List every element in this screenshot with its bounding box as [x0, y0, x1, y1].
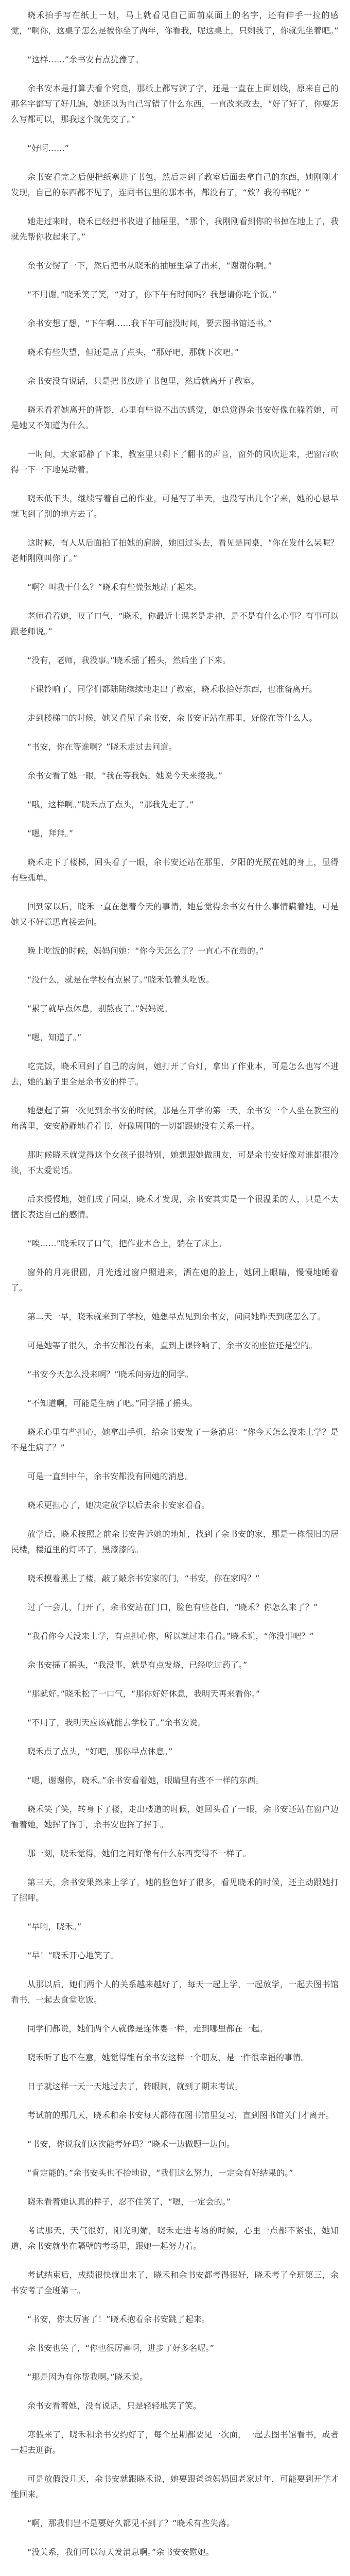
paragraph: “嗯，拜拜。”: [27, 828, 74, 838]
paragraph: 晓禾有些失望，但还是点了点头，“那好吧，那就下次吧。”: [27, 347, 239, 357]
paragraph: 晓禾走下了楼梯，回头看了一眼，余书安还站在那里，夕阳的光照在她的身上，显得有些孤单。: [11, 857, 339, 883]
paragraph: 晓禾心里有些担心，她拿出手机，给余书安发了一条消息：“你今天怎么没来上学？是不是生病了？”: [11, 1427, 339, 1452]
paragraph: 后来慢慢地，她们成了同桌，晓禾才发现，余书安其实是一个很温柔的人，只是不太擅长表达自己的感情。: [11, 1194, 339, 1219]
paragraph: “嗯，知道了。”: [27, 1032, 82, 1042]
paragraph: “没有，老师，我没事。”晓禾摇了摇头，然后坐了下来。: [27, 655, 231, 665]
paragraph: 第二天一早，晓禾就来到了学校，她想早点见到余书安，问问她昨天到底怎么了。: [27, 1312, 326, 1321]
paragraph: 她走过来时，晓禾已经把书收进了抽屉里，“那个，我刚刚看到你的书掉在地上了，我就先帮你收起来了。”: [11, 216, 339, 242]
paragraph: 日子就这样一天一天地过去了，转眼间，就到了期末考试。: [27, 2081, 243, 2091]
paragraph: 放学后，晓禾按照之前余书安告诉她的地址，找到了余书安的家，那是一栋很旧的居民楼，楼道里的灯坏了，黑漆漆的。: [11, 1529, 339, 1554]
paragraph: “嗯，谢谢你，晓禾。”余书安看着她，眼睛里有些不一样的东西。: [27, 1775, 264, 1785]
paragraph: “书安，你在等谁啊？”晓禾走过去问道。: [27, 742, 177, 752]
paragraph: “唉……”晓禾叹了口气，把作业本合上，躺在了床上。: [27, 1239, 227, 1248]
paragraph: 窗外的月亮很圆，月光透过窗户照进来，洒在她的脸上，她闭上眼睛，慢慢地睡着了。: [11, 1267, 339, 1293]
paragraph: 吃完饭，晓禾回到了自己的房间，她打开了台灯，拿出了作业本，可是怎么也写不进去，她的脑子里全是余书安的样子。: [11, 1061, 339, 1087]
paragraph: [11, 2573, 339, 2576]
paragraph: “这样……”余书安有点犹豫了。: [27, 55, 144, 64]
paragraph: 走到楼梯口的时候，她又看见了余书安，余书安正站在那里，好像在等什么人。: [27, 713, 318, 723]
paragraph: “好啊……”: [27, 143, 69, 153]
paragraph: 余书安也笑了，“你也很厉害啊，进步了好多名呢。”: [27, 2343, 214, 2353]
paragraph: “书安，你太厉害了！”晓禾抱着余书安跳了起来。: [27, 2314, 210, 2324]
paragraph: 考试那天，天气很好，阳光明媚，晓禾走进考场的时候，心里一点都不紧张，她知道，余书安就坐在隔壁的考场里，跟她一起努力着。: [11, 2226, 339, 2251]
paragraph: 同学们都说，她们两个人就像是连体婴一样，走到哪里都在一起。: [27, 2024, 268, 2033]
paragraph: 余书安没有说话，只是把书放进了书包里，然后就离开了教室。: [27, 376, 259, 386]
paragraph: 晓禾抬手写在纸上一划，马上就看见自己面前桌面上的名字，还有伸手一拉的感觉，“啊你，这桌子怎么是被你坐了两年，你看我，呢这桌上，只剩我了，你就先坐着吧。”: [11, 10, 339, 36]
paragraph: 可是放假没几天，余书安就跟晓禾说，她要跟爸爸妈妈回老家过年，可能要到开学才能回来。: [11, 2474, 339, 2499]
paragraph: 余书安摇了摇头，“我没事，就是有点发烧，已经吃过药了。”: [27, 1660, 248, 1670]
paragraph: 那一刻，晓禾觉得，她们之间好像有什么东西变得不一样了。: [27, 1849, 251, 1858]
paragraph: 过了一会儿，门开了，余书安站在门口，脸色有些苍白，“晓禾？你怎么来了？”: [27, 1602, 318, 1612]
paragraph: “肯定能的。”余书安头也不抬地说，“我们这么努力，一定会有好结果的。”: [27, 2168, 293, 2178]
paragraph: “不用了，我明天应该就能去学校了。”余书安说。: [27, 1718, 206, 1727]
paragraph: “那是因为有你帮我啊。”晓禾说。: [27, 2372, 148, 2382]
paragraph: 晓禾低下头，继续写着自己的作业，可是写了半天，也没写出几个字来，她的心思早就飞到了别的地方去了。: [11, 494, 339, 519]
paragraph: 考试前的那几天，晓禾和余书安每天都待在图书馆里复习，直到图书馆关门才离开。: [27, 2110, 334, 2120]
paragraph: 余书安看完之后便把纸塞进了书包，然后走到了教室后面去拿自己的东西，她刚刚才发现，自己的东西都不见了，连同书包里的那本书，都没有了，“欸？我的书呢？”: [11, 172, 339, 197]
paragraph: 从那以后，她们两个人的关系越来越好了，每天一起上学，一起放学，一起去图书馆看书，一起去食堂吃饭。: [11, 1979, 339, 2005]
paragraph: 这时候，有人从后面拍了拍她的肩膀，她回过头去，看见是同桌，“你在发什么呆呢？老师刚刚叫你了。”: [11, 538, 339, 563]
paragraph: 余书安愣了一下，然后把书从晓禾的抽屉里拿了出来，“谢谢你啊。”: [27, 261, 272, 270]
paragraph: “那就好。”晓禾松了一口气，“那你好好休息，我明天再来看你。”: [27, 1689, 260, 1699]
paragraph: “累了就早点休息，别熬夜了。”妈妈说。: [27, 1004, 173, 1013]
paragraph: 晓禾听了也不在意，她觉得能有余书安这样一个朋友，是一件很幸福的事情。: [27, 2053, 309, 2062]
paragraph: 晓禾摸着黑上了楼，敲了敲余书安家的门，“书安，你在家吗？”: [27, 1573, 260, 1583]
paragraph: 晓禾看着她离开的背影，心里有些说不出的感觉，她总觉得余书安好像在躲着她，可是她又不知道为什么。: [11, 405, 339, 430]
paragraph: “啊，那我们岂不是要好久都见不到了？”晓禾有些失落。: [27, 2518, 235, 2528]
paragraph: “书安今天怎么没来啊？”晓禾问旁边的同学。: [27, 1369, 194, 1379]
paragraph: 可是一直到中午，余书安都没有回她的消息。: [27, 1471, 194, 1481]
paragraph: “早！”晓禾开心地笑了。: [27, 1951, 119, 1960]
paragraph: 寒假来了，晓禾和余书安约好了，每个星期都要见一次面，一起去图书馆看书，或者一起去逛街。: [11, 2430, 339, 2455]
paragraph: 她想起了第一次见到余书安的时候，那是在开学的第一天，余书安一个人坐在教室的角落里，安安静静地看着书，好像周围的一切都跟她没有关系一样。: [11, 1106, 339, 1131]
paragraph: 余书安看了她一眼，“我在等我妈，她说今天来接我。”: [27, 771, 223, 781]
paragraph: 第三天，余书安果然来上学了，她的脸色好了很多，看见晓禾的时候，还主动跟她打了招呼。: [11, 1877, 339, 1903]
paragraph: 老师看着她，叹了口气，“晓禾，你最近上课老是走神，是不是有什么心事？有事可以跟老师说。”: [11, 611, 339, 636]
paragraph: “啊？叫我干什么？”晓禾有些慌张地站了起来。: [27, 582, 202, 592]
paragraph: 余书安想了想，“下午啊……我下午可能没时间，要去图书馆还书。”: [27, 318, 272, 328]
paragraph: “不知道啊，可能是生病了吧。”同学摇了摇头。: [27, 1398, 198, 1408]
paragraph: 可是她等了很久，余书安都没有来，直到上课铃响了，余书安的座位还是空的。: [27, 1341, 318, 1350]
paragraph: 那时候晓禾就觉得这个女孩子很特别，她想跟她做朋友，可是余书安好像对谁都很冷淡，不太爱说话。: [11, 1150, 339, 1175]
paragraph: 晓禾点了点头，“好吧，那你早点休息。”: [27, 1747, 173, 1756]
paragraph: “没关系，我们可以每天发消息啊。”余书安安慰她。: [27, 2547, 214, 2557]
paragraph: 晓禾看着她认真的样子，忍不住笑了，“嗯，一定会的。”: [27, 2197, 231, 2207]
paragraph: 晚上吃饭的时候，妈妈问她：“你今天怎么了？一直心不在焉的。”: [27, 946, 264, 956]
paragraph: “没什么，就是在学校有点累了。”晓禾低着头吃饭。: [27, 975, 214, 985]
paragraph: “早啊，晓禾。”: [27, 1922, 82, 1931]
paragraph: 下课铃响了，同学们都陆陆续续地走出了教室，晓禾收拾好东西，也准备离开。: [27, 684, 318, 694]
paragraph: 晓禾更担心了，她决定放学以后去余书安家看看。: [27, 1500, 210, 1510]
paragraph: “不用谢。”晓禾笑了笑，“对了，你下午有时间吗？我想请你吃个饭。”: [27, 290, 277, 299]
paragraph: “书安，你说我们这次能考好吗？”晓禾一边做题一边问。: [27, 2139, 235, 2149]
paragraph: 回到家以后，晓禾一直在想着今天的事情，她总觉得余书安有什么事情瞒着她，可是她又不好意思直接去问。: [11, 902, 339, 927]
paragraph: “哦，这样啊。”晓禾点了点头，“那我先走了。”: [27, 800, 194, 809]
paragraph: “我看你今天没来上学，有点担心你，所以就过来看看。”晓禾说，“你没事吧？”: [27, 1631, 314, 1641]
paragraph: 考试结束后，成绩很快就出来了，晓禾和余书安都考得很好，晓禾考了全班第三，余书安考了全班第一。: [11, 2270, 339, 2295]
paragraph: 余书安本是打算去看个究竟，那纸上都写满了字，还是一直在上面划线，原来自己的那名字都写了好几遍，她还以为自己写错了什么东西，一直改来改去，“好了好了，你要怎么写都可以，那我这个就先交了。”: [11, 83, 339, 124]
paragraph: 余书安看着她，没有说话，只是轻轻地笑了笑。: [27, 2401, 202, 2411]
paragraph: 晓禾笑了笑，转身下了楼，走出楼道的时候，她回头看了一眼，余书安还站在窗户边看着她，她挥了挥手，余书安也挥了挥手。: [11, 1804, 339, 1829]
paragraph: 一时间，大家都静了下来，教室里只剩下了翻书的声音，窗外的风吹进来，把窗帘吹得一下一下地晃动着。: [11, 449, 339, 474]
